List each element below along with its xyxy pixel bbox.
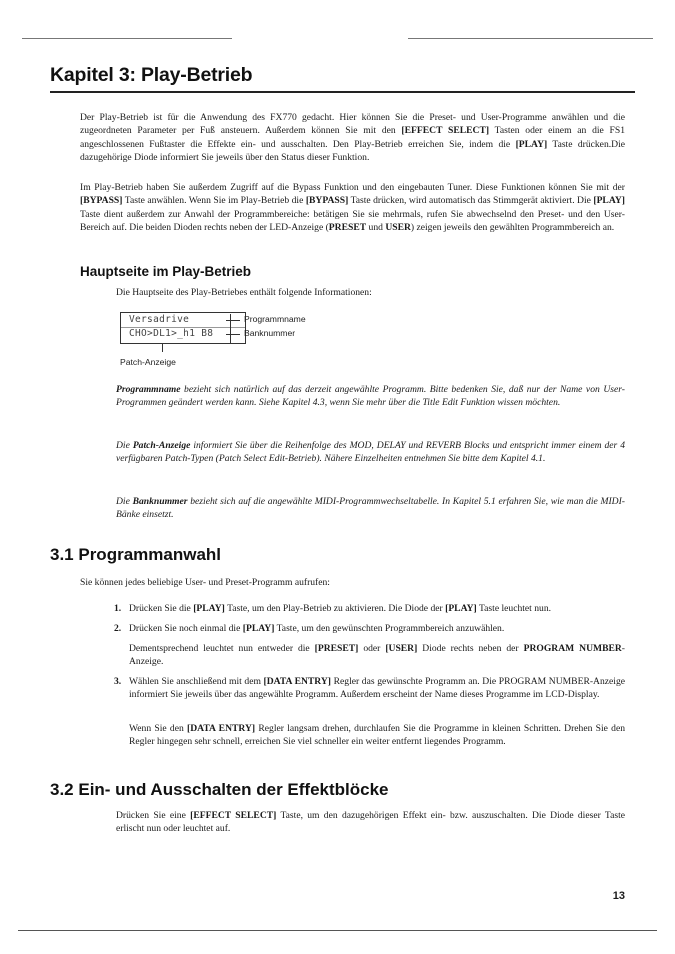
bottom-rule — [18, 930, 657, 931]
label-bank-number: Banknummer — [244, 328, 296, 338]
section-3-2-heading: 3.2 Ein- und Ausschalten der Effektblöcke — [50, 780, 389, 799]
leader-patch-display — [162, 343, 163, 352]
leader-bank-number — [226, 334, 240, 335]
step-1-text: Drücken Sie die [PLAY] Taste, um den Play-Betrieb zu aktivieren. Die Diode der [PLAY] Taste leuchtet nun. — [129, 603, 552, 614]
step-1-number: 1. — [114, 603, 122, 614]
section-3-1-intro: Sie können jedes beliebige User- und Preset-Programm aufrufen: — [80, 577, 330, 588]
step-3-number: 3. — [114, 676, 122, 687]
lcd-line-program-name: Versadrive — [129, 314, 190, 325]
step-2-number: 2. — [114, 623, 122, 634]
desc-bank-number: Die Banknummer bezieht sich auf die angewählte MIDI-Programmwechseltabelle. In Kapitel 5.1 erfahren Sie, wie man die MIDI-Bänke einsetzt. — [116, 496, 625, 521]
lcd-display-diagram — [120, 312, 246, 344]
page-number: 13 — [612, 890, 625, 902]
step-2-note: Dementsprechend leuchtet nun entweder die [PRESET] oder [USER] Diode rechts neben der PROGRAM NUMBER-Anzeige. — [129, 643, 625, 668]
main-page-intro: Die Hauptseite des Play-Betriebes enthält folgende Informationen: — [116, 287, 372, 298]
chapter-title: Kapitel 3: Play-Betrieb — [50, 64, 253, 86]
leader-program-name — [226, 320, 240, 321]
section-3-1-heading: 3.1 Programmanwahl — [50, 545, 222, 564]
leader-vertical — [230, 314, 231, 344]
intro-paragraph-1: Der Play-Betrieb ist für die Anwendung des FX770 gedacht. Hier können Sie die Preset- und User-Programme anwählen und die zugeordneten Parameter per Fuß ansteuern. Außerdem können Sie mit den [EFFECT SELECT] Tasten oder einem an die FS1 angeschlossenen Fußtaster die Effekte ein- und ausschalten. Den Play-Betrieb erreichen Sie, indem die [PLAY] Taste drücken.Die dazugehörige Diode informiert Sie jeweils über den Status dieser Funktion. — [80, 112, 625, 164]
label-program-name: Programmname — [244, 314, 306, 324]
top-rule-left — [22, 38, 232, 39]
step-3-text: Wählen Sie anschließend mit dem [DATA ENTRY] Regler das gewünschte Programm an. Die PROGRAM NUMBER-Anzeige informiert Sie jeweils über das angewählte Programm. Außerdem erscheint der Name dieses Programme im LCD-Display. — [129, 676, 625, 701]
section-3-2-body: Drücken Sie eine [EFFECT SELECT] Taste, um den dazugehörigen Effekt ein- bzw. auszuschalten. Die Diode dieser Taste erlischt nun oder leuchtet auf. — [116, 810, 625, 835]
lcd-line-patch-bank: CHO>DL1>_h1 B8 — [129, 328, 214, 339]
step-2-text: Drücken Sie noch einmal die [PLAY] Taste, um den gewünschten Programmbereich anzuwählen. — [129, 623, 505, 634]
intro-paragraph-2: Im Play-Betrieb haben Sie außerdem Zugriff auf die Bypass Funktion und den eingebauten Tuner. Diese Funktionen können Sie mit der [BYPASS] Taste anwählen. Wenn Sie im Play-Betrieb die [BYPASS] Taste drücken, wird automatisch das Stimmgerät aktiviert. Die [PLAY] Taste dient außerdem zur Anwahl der Programmbereiche: betätigen Sie sie mehrmals, rufen Sie abwechselnd den Preset- und den User-Bereich auf. Die beiden Dioden rechts neben der LED-Anzeige (PRESET und USER) zeigen jeweils den gewählten Programmbereich an. — [80, 182, 625, 234]
step-3-note: Wenn Sie den [DATA ENTRY] Regler langsam drehen, durchlaufen Sie die Programme in kleinen Schritten. Drehen Sie den Regler hingegen sehr schnell, erreichen Sie viel schneller ein weiter entfernt liegendes Programm. — [129, 723, 626, 748]
label-patch-display: Patch-Anzeige — [120, 357, 176, 367]
desc-patch-display: Die Patch-Anzeige informiert Sie über die Reihenfolge des MOD, DELAY und REVERB Blocks und entspricht immer einem der 4 verfügbaren Patch-Typen (Patch Select Edit-Betrieb). Nähere Einzelheiten entnehmen Sie bitte dem Kapitel 4.1. — [116, 440, 625, 465]
chapter-title-rule — [50, 91, 635, 93]
main-page-heading: Hauptseite im Play-Betrieb — [80, 264, 252, 279]
top-rule-right — [408, 38, 653, 39]
desc-program-name: Programmname bezieht sich natürlich auf das derzeit angewählte Programm. Bitte bedenken Sie, daß nur der Name von User-Programmen geändert werden kann. Siehe Kapitel 4.3, wenn Sie mehr über die Title Edit Funktion wissen möchten. — [116, 384, 625, 409]
